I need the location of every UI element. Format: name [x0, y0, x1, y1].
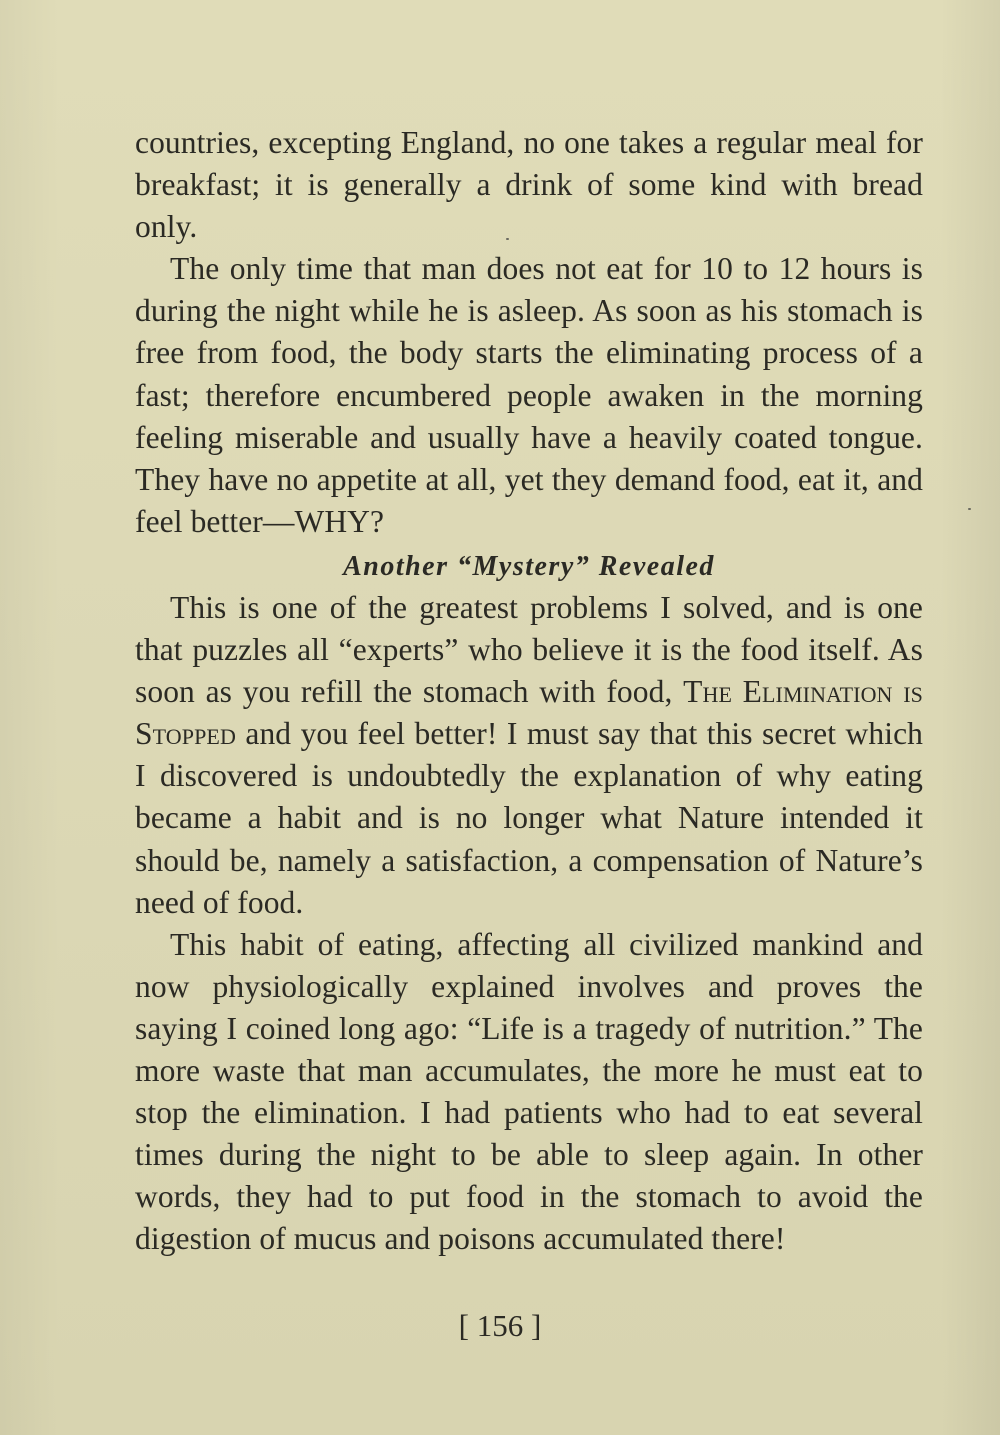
- paragraph-3-emphasis: The Elimination is Stopped: [135, 674, 923, 752]
- paragraph-3: [135, 587, 923, 924]
- paper-speck: [968, 508, 971, 510]
- paragraph-3-part-b: and you feel better! I must say that this secret which I discovered is undoubtedly the explanation of why eating became a habit and is no longer what Nature intended it should be, namely a satisfaction, a compensation of Nature’s need of food.: [135, 716, 923, 920]
- paragraph-1: countries, excepting England, no one takes a regular meal for breakfast; it is generally a drink of some kind with bread only.: [135, 125, 923, 245]
- section-heading: Another “Mystery” Revealed: [343, 550, 715, 582]
- paper-speck: [506, 238, 509, 240]
- paragraph-3-part-a: This is one of the greatest problems I solved, and is one that puzzles all “experts” who believe it is the food itself. As soon as you refill the stomach with food,: [135, 589, 923, 710]
- paragraph-2: The only time that man does not eat for 10 to 12 hours is during the night while he is asleep. As soon as his stomach is free from food, the body starts the eliminating process of a fast; therefore encumbered people awaken in the morning feeling miserable and usually have a heavily coated tongue. They have no appetite at all, yet they demand food, eat it, and feel better—WHY?: [135, 251, 923, 539]
- paragraph-4: This habit of eating, affecting all civilized mankind and now physiologically explained involves and proves the saying I coined long ago: “Life is a tragedy of nutrition.” The more waste that man accumulates, the more he must eat to stop the elimination. I had patients who had to eat several times during the night to be able to sleep again. In other words, they had to put food in the stomach to avoid the digestion of mucus and poisons accumulated there!: [135, 926, 923, 1257]
- page-number: [ 156 ]: [458, 1308, 542, 1343]
- body-text: [135, 122, 923, 1260]
